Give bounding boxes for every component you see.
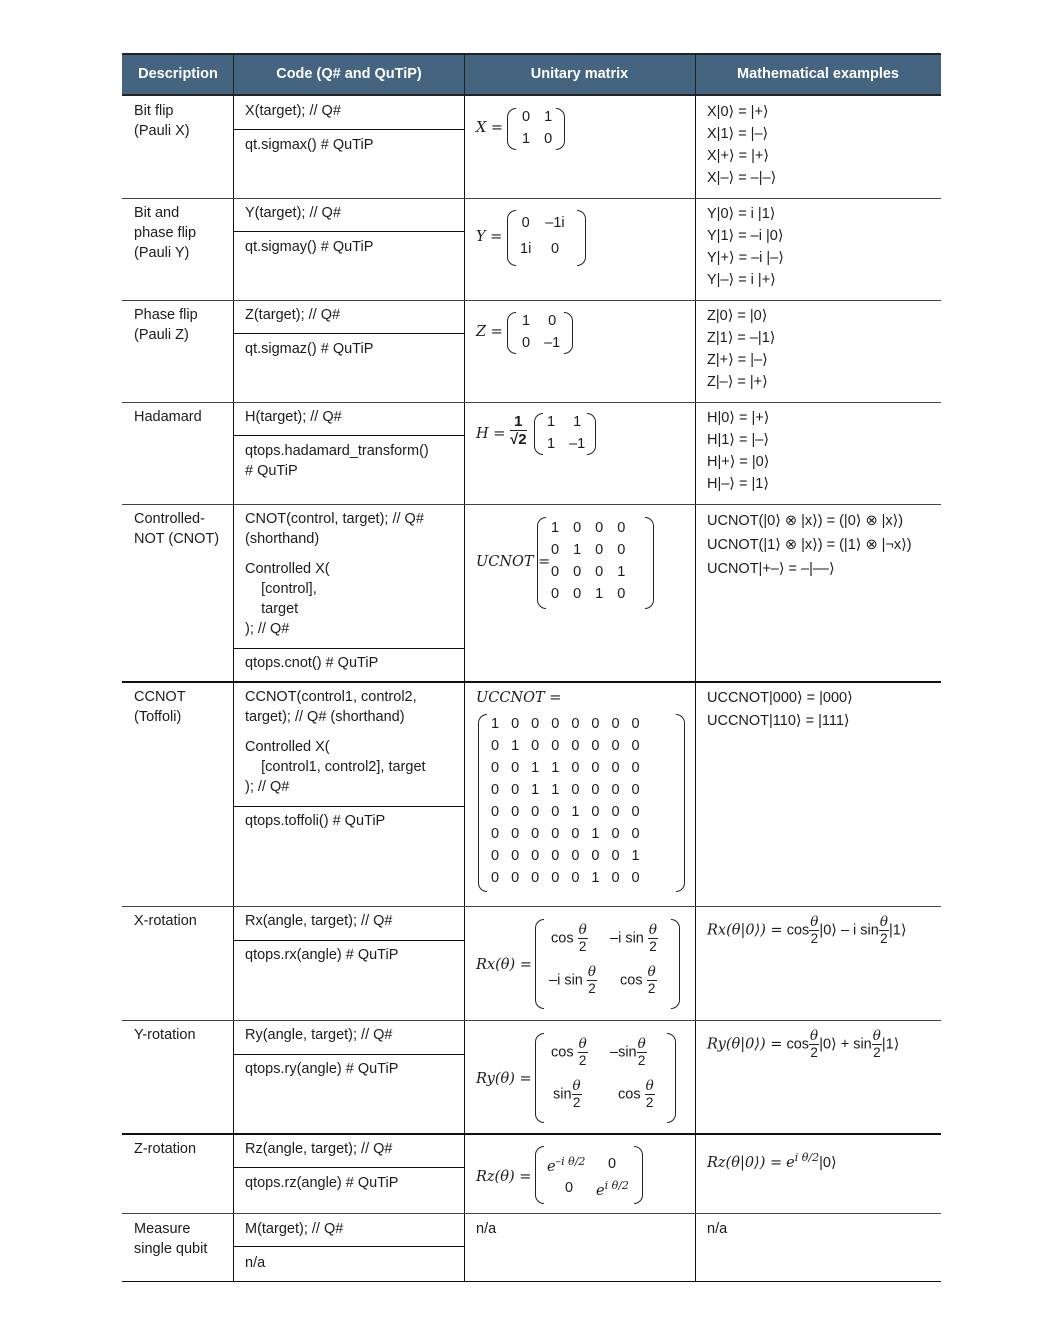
matrix-cell: 0	[521, 215, 530, 231]
rx-cell-00	[551, 923, 588, 954]
row-h-matrix-label: H =	[476, 426, 506, 442]
rz-example-end: |0⟩	[819, 1154, 837, 1171]
matrix-cell: 1	[617, 564, 626, 580]
row-ry-code-qsharp: Ry(angle, target); // Q#	[245, 1027, 393, 1043]
matrix-cell: 0	[551, 586, 560, 602]
matrix-cell: 1	[511, 738, 520, 754]
minus-i-sin-text: –i sin	[549, 972, 583, 989]
row-ccnot-matrix	[485, 713, 646, 889]
row-divider	[122, 1133, 941, 1135]
row-measure-matrix: n/a	[476, 1221, 497, 1237]
row-ccnot-desc: CCNOT	[134, 689, 186, 705]
row-y-example: Y|+⟩ = –i |–⟩	[707, 250, 784, 266]
cos-text: cos	[620, 972, 643, 989]
row-h-example: H|+⟩ = |0⟩	[707, 454, 770, 470]
matrix-cell: 0	[551, 870, 560, 886]
matrix-cell: 0	[573, 564, 582, 580]
column-divider	[233, 53, 234, 96]
header-math: Mathematical examples	[737, 66, 899, 82]
gate-table	[122, 53, 941, 1282]
row-divider	[122, 198, 941, 199]
row-ry-code-qutip: qtops.ry(angle) # QuTiP	[245, 1061, 399, 1077]
two: 2	[637, 1053, 646, 1068]
matrix-cell: 0	[522, 109, 531, 125]
matrix-cell: 0	[531, 848, 540, 864]
row-ry-example	[707, 1029, 899, 1060]
matrix-cell: 0	[491, 804, 500, 820]
matrix-cell: 0	[611, 716, 620, 732]
rx-cell-11	[620, 965, 657, 996]
matrix-cell: 0	[617, 586, 626, 602]
two: 2	[645, 1095, 654, 1110]
code-divider	[234, 806, 464, 807]
row-z-matrix-label: Z =	[476, 324, 503, 340]
row-y-desc: phase flip	[134, 225, 197, 241]
row-h-example: H|0⟩ = |+⟩	[707, 410, 770, 426]
ry-cell-11	[618, 1079, 655, 1110]
row-measure-example: n/a	[707, 1221, 728, 1237]
matrix-cell: 0	[611, 870, 620, 886]
matrix-cell: 0	[531, 870, 540, 886]
row-measure-desc: single qubit	[134, 1241, 208, 1257]
row-ccnot-code-qsharp: [control1, control2], target	[245, 759, 426, 775]
matrix-cell: 0	[631, 804, 640, 820]
row-cnot-example: UCNOT|+–⟩ = –|––⟩	[707, 561, 835, 577]
matrix-bracket	[577, 210, 586, 266]
matrix-cell: 1	[573, 414, 582, 430]
row-ccnot-code-qutip: qtops.toffoli() # QuTiP	[245, 813, 386, 829]
matrix-cell: 0	[491, 760, 500, 776]
ry-cell-10	[553, 1079, 582, 1110]
row-cnot-code-qsharp: target	[245, 601, 299, 617]
cos-text: cos	[786, 922, 810, 939]
row-z-desc: Phase flip	[134, 307, 198, 323]
row-divider	[122, 300, 941, 301]
row-y-code-qutip: qt.sigmay() # QuTiP	[245, 239, 374, 255]
matrix-cell: 0	[491, 782, 500, 798]
matrix-cell: 0	[511, 870, 520, 886]
matrix-cell: 1	[544, 109, 553, 125]
two: 2	[649, 939, 657, 954]
ry-cell-00	[551, 1037, 588, 1068]
matrix-cell: 0	[571, 870, 580, 886]
matrix-cell: 0	[617, 542, 626, 558]
row-cnot-code-qsharp: (shorthand)	[245, 531, 320, 547]
rx-cell-10	[549, 965, 597, 996]
matrix-cell: 0	[531, 826, 540, 842]
sin-text: sin	[853, 1036, 872, 1053]
code-divider	[234, 129, 464, 130]
two: 2	[588, 981, 596, 996]
two: 2	[578, 939, 587, 954]
matrix-cell: 0	[491, 738, 500, 754]
two: 2	[578, 1053, 587, 1068]
matrix-cell: 0	[491, 870, 500, 886]
row-cnot-code-qsharp: CNOT(control, target); // Q#	[245, 511, 424, 527]
matrix-cell: 0	[573, 586, 582, 602]
matrix-cell: 0	[631, 738, 640, 754]
matrix-cell: 1	[551, 782, 560, 798]
theta: θ	[645, 1078, 654, 1094]
matrix-cell: 1	[547, 436, 556, 452]
row-x-matrix	[515, 106, 559, 150]
matrix-cell: 0	[631, 870, 640, 886]
row-z-example: Z|–⟩ = |+⟩	[707, 374, 768, 390]
row-y-desc: Bit and	[134, 205, 180, 221]
two: 2	[810, 931, 819, 946]
row-cnot-desc: NOT (CNOT)	[134, 531, 220, 547]
row-ccnot-code-qsharp: CCNOT(control1, control2,	[245, 689, 417, 705]
header-code: Code (Q# and QuTiP)	[276, 66, 422, 82]
matrix-cell: 1	[531, 782, 540, 798]
theta: θ	[872, 1028, 881, 1044]
row-ry-matrix-label: Ry(θ) =	[476, 1071, 532, 1087]
matrix-cell: 0	[491, 826, 500, 842]
matrix-cell: 0	[591, 804, 600, 820]
row-cnot-example: UCNOT(|1⟩ ⊗ |x⟩) = (|1⟩ ⊗ |¬x⟩)	[707, 537, 912, 553]
code-divider	[234, 435, 464, 436]
minus-sin-text: –sin	[610, 1044, 637, 1061]
row-rx-desc: X-rotation	[134, 913, 197, 929]
column-divider	[464, 53, 465, 96]
two: 2	[873, 1045, 881, 1060]
row-divider	[122, 504, 941, 505]
matrix-cell: 0	[571, 716, 580, 732]
rx-example-end: |1⟩	[888, 922, 907, 939]
row-h-code-qsharp: H(target); // Q#	[245, 409, 342, 425]
column-divider	[695, 96, 696, 1282]
column-divider	[233, 96, 234, 1282]
matrix-cell: 1	[571, 804, 580, 820]
matrix-cell: –1	[544, 335, 561, 351]
matrix-cell: 0	[591, 716, 600, 732]
matrix-bracket	[671, 919, 680, 1009]
code-divider	[234, 648, 464, 649]
row-ccnot-example: UCCNOT|000⟩ = |000⟩	[707, 690, 853, 706]
row-z-example: Z|+⟩ = |–⟩	[707, 352, 768, 368]
row-y-example: Y|–⟩ = i |+⟩	[707, 272, 776, 288]
matrix-cell: 0	[595, 520, 604, 536]
matrix-cell: 0	[571, 782, 580, 798]
row-measure-desc: Measure	[134, 1221, 191, 1237]
row-rz-example	[707, 1147, 837, 1174]
matrix-cell: 0	[531, 804, 540, 820]
cos-text: cos	[786, 1036, 810, 1053]
two: 2	[810, 1045, 818, 1060]
matrix-cell: 1	[551, 520, 560, 536]
matrix-cell: 0	[551, 716, 560, 732]
matrix-cell: 0	[531, 738, 540, 754]
matrix-cell: 1	[573, 542, 582, 558]
e-symbol: e	[596, 1182, 605, 1199]
theta: θ	[647, 964, 656, 980]
matrix-cell: 0	[551, 804, 560, 820]
theta: θ	[648, 922, 658, 938]
matrix-cell: 0	[617, 520, 626, 536]
sin-text: sin	[860, 922, 879, 939]
row-x-example: X|+⟩ = |+⟩	[707, 148, 769, 164]
row-y-example: Y|1⟩ = –i |0⟩	[707, 228, 784, 244]
row-rz-code-qsharp: Rz(angle, target); // Q#	[245, 1141, 393, 1157]
row-cnot-example: UCNOT(|0⟩ ⊗ |x⟩) = (|0⟩ ⊗ |x⟩)	[707, 513, 904, 529]
row-cnot-desc: Controlled-	[134, 511, 205, 527]
matrix-cell: 0	[511, 848, 520, 864]
matrix-cell: 1	[547, 414, 556, 430]
row-cnot-code-qsharp: [control],	[245, 581, 317, 597]
code-divider	[234, 231, 464, 232]
row-cnot-matrix-label: UCNOT =	[476, 554, 551, 570]
matrix-bracket	[564, 312, 573, 354]
matrix-bracket	[535, 919, 544, 1009]
row-ccnot-code-qsharp: target); // Q# (shorthand)	[245, 709, 405, 725]
matrix-cell: 0	[551, 848, 560, 864]
row-ccnot-code-qsharp: ); // Q#	[245, 779, 290, 795]
row-divider	[122, 681, 941, 683]
rx-example-mid: |0⟩ – i	[819, 922, 857, 939]
ry-cell-01	[610, 1037, 647, 1068]
ry-example-mid: |0⟩ +	[819, 1036, 850, 1053]
row-ccnot-desc: (Toffoli)	[134, 709, 182, 725]
matrix-cell: 0	[631, 716, 640, 732]
matrix-cell: 0	[595, 564, 604, 580]
row-h-code-qutip: # QuTiP	[245, 463, 298, 479]
row-divider	[122, 906, 941, 907]
row-x-example: X|–⟩ = –|–⟩	[707, 170, 777, 186]
row-z-matrix	[515, 310, 567, 354]
matrix-cell: 1	[591, 870, 600, 886]
row-h-fraction	[510, 413, 527, 448]
row-rz-matrix-label: Rz(θ) =	[476, 1169, 532, 1185]
matrix-cell: 1	[522, 313, 531, 329]
e-symbol: e	[547, 1158, 556, 1175]
matrix-cell: 0	[571, 848, 580, 864]
matrix-cell: 0	[611, 826, 620, 842]
two: 2	[572, 1095, 581, 1110]
column-divider	[464, 96, 465, 1282]
row-ry-desc: Y-rotation	[134, 1027, 196, 1043]
row-rx-code-qutip: qtops.rx(angle) # QuTiP	[245, 947, 399, 963]
matrix-cell: 0	[571, 760, 580, 776]
matrix-cell: 0	[551, 542, 560, 558]
rz-cell-00	[547, 1151, 585, 1178]
rz-cell-10: 0	[565, 1180, 574, 1196]
row-rz-desc: Z-rotation	[134, 1141, 197, 1157]
theta: θ	[587, 964, 597, 980]
table-bottom-border	[122, 1281, 941, 1282]
matrix-cell: 0	[595, 542, 604, 558]
row-cnot-code-qutip: qtops.cnot() # QuTiP	[245, 655, 379, 671]
matrix-cell: 0	[591, 738, 600, 754]
matrix-cell: 0	[631, 782, 640, 798]
matrix-bracket	[535, 1146, 544, 1204]
theta: θ	[810, 914, 819, 930]
row-ccnot-example: UCCNOT|110⟩ = |111⟩	[707, 713, 850, 729]
fraction-denominator: √2	[510, 431, 527, 448]
matrix-cell: 0	[531, 716, 540, 732]
row-x-example: X|1⟩ = |–⟩	[707, 126, 769, 142]
row-measure-code-qsharp: M(target); // Q#	[245, 1221, 344, 1237]
theta: θ	[572, 1078, 581, 1094]
matrix-cell: 1	[595, 586, 604, 602]
row-h-matrix	[540, 411, 592, 455]
rx-cell-01	[610, 923, 658, 954]
row-z-code-qutip: qt.sigmaz() # QuTiP	[245, 341, 374, 357]
row-y-desc: (Pauli Y)	[134, 245, 190, 261]
matrix-cell: 0	[591, 848, 600, 864]
row-y-matrix	[513, 210, 572, 262]
row-cnot-code-qsharp: ); // Q#	[245, 621, 290, 637]
matrix-cell: 1	[522, 131, 531, 147]
matrix-cell: 0	[611, 738, 620, 754]
matrix-bracket	[645, 517, 654, 609]
row-divider	[122, 1020, 941, 1021]
row-rz-code-qutip: qtops.rz(angle) # QuTiP	[245, 1175, 399, 1191]
matrix-cell: 0	[511, 716, 520, 732]
ry-example-prefix: Ry(θ|0⟩) =	[707, 1036, 783, 1053]
matrix-cell: 1	[551, 760, 560, 776]
row-x-code-qutip: qt.sigmax() # QuTiP	[245, 137, 374, 153]
matrix-bracket	[535, 1033, 544, 1123]
column-divider	[695, 53, 696, 96]
theta: θ	[810, 1028, 819, 1044]
rz-cell-11	[596, 1175, 629, 1202]
matrix-bracket	[556, 108, 565, 150]
row-x-desc: (Pauli X)	[134, 123, 190, 139]
cos-text: cos	[618, 1086, 641, 1103]
matrix-bracket	[634, 1146, 643, 1204]
minus-i-sin-text: –i sin	[610, 930, 644, 947]
matrix-cell: 1	[591, 826, 600, 842]
matrix-cell: 0	[551, 826, 560, 842]
pos-exponent: i θ/2	[604, 1179, 629, 1192]
matrix-cell: 0	[522, 335, 531, 351]
matrix-cell: 0	[611, 760, 620, 776]
matrix-cell: 0	[571, 738, 580, 754]
row-x-code-qsharp: X(target); // Q#	[245, 103, 341, 119]
neg-exponent: –i θ/2	[555, 1155, 586, 1168]
code-divider	[234, 1054, 464, 1055]
matrix-cell: 0	[511, 782, 520, 798]
theta: θ	[879, 914, 888, 930]
matrix-cell: 0	[544, 131, 553, 147]
row-rx-example	[707, 915, 906, 946]
row-x-matrix-label: X =	[476, 120, 504, 136]
row-cnot-code-qsharp: Controlled X(	[245, 561, 330, 577]
matrix-bracket	[587, 413, 596, 455]
theta: θ	[578, 922, 587, 938]
row-x-desc: Bit flip	[134, 103, 174, 119]
matrix-cell: –1	[569, 436, 586, 452]
rz-cell-01: 0	[608, 1156, 617, 1172]
row-z-code-qsharp: Z(target); // Q#	[245, 307, 341, 323]
ry-example-end: |1⟩	[881, 1036, 900, 1053]
cos-text: cos	[551, 1044, 574, 1061]
row-x-example: X|0⟩ = |+⟩	[707, 104, 769, 120]
code-divider	[234, 333, 464, 334]
fraction-numerator: 1	[510, 413, 527, 431]
row-divider	[122, 1213, 941, 1214]
row-z-example: Z|1⟩ = –|1⟩	[707, 330, 776, 346]
row-y-example: Y|0⟩ = i |1⟩	[707, 206, 776, 222]
matrix-cell: 0	[611, 804, 620, 820]
matrix-cell: 0	[591, 782, 600, 798]
row-cnot-matrix	[544, 517, 632, 605]
theta: θ	[578, 1036, 587, 1052]
matrix-cell: 0	[551, 738, 560, 754]
matrix-cell: 0	[631, 826, 640, 842]
matrix-cell: 0	[550, 241, 560, 257]
matrix-cell: 0	[591, 760, 600, 776]
rx-example-prefix: Rx(θ|0⟩) =	[707, 922, 783, 939]
row-rx-code-qsharp: Rx(angle, target); // Q#	[245, 913, 393, 929]
pos-exponent: i θ/2	[794, 1151, 820, 1164]
row-z-example: Z|0⟩ = |0⟩	[707, 308, 768, 324]
matrix-bracket	[676, 714, 685, 892]
header-description: Description	[138, 66, 218, 82]
code-divider	[234, 1246, 464, 1247]
matrix-cell: 1	[631, 848, 640, 864]
code-divider	[234, 940, 464, 941]
matrix-cell: –1i	[545, 215, 565, 231]
matrix-cell: 0	[631, 760, 640, 776]
row-measure-code-other: n/a	[245, 1255, 266, 1271]
matrix-bracket	[667, 1033, 676, 1123]
matrix-cell: 0	[611, 848, 620, 864]
two: 2	[647, 981, 656, 996]
matrix-cell: 0	[511, 826, 520, 842]
rz-example-prefix: Rz(θ|0⟩) =	[707, 1154, 783, 1171]
header-unitary: Unitary matrix	[530, 66, 629, 82]
matrix-cell: 1	[531, 760, 540, 776]
matrix-cell: 0	[551, 564, 560, 580]
matrix-cell: 0	[511, 760, 520, 776]
matrix-cell: 0	[491, 848, 500, 864]
theta: θ	[637, 1036, 646, 1052]
matrix-cell: 0	[571, 826, 580, 842]
cos-text: cos	[551, 930, 574, 947]
row-h-code-qutip: qtops.hadamard_transform()	[245, 443, 429, 459]
matrix-cell: 0	[511, 804, 520, 820]
row-z-desc: (Pauli Z)	[134, 327, 189, 343]
code-divider	[234, 1167, 464, 1168]
row-y-code-qsharp: Y(target); // Q#	[245, 205, 341, 221]
sin-text: sin	[553, 1086, 572, 1103]
row-ccnot-code-qsharp: Controlled X(	[245, 739, 330, 755]
matrix-cell: 0	[548, 313, 557, 329]
row-rx-matrix-label: Rx(θ) =	[476, 957, 532, 973]
table-header	[122, 53, 941, 96]
two: 2	[880, 931, 888, 946]
row-h-example: H|–⟩ = |1⟩	[707, 476, 769, 492]
row-h-example: H|1⟩ = |–⟩	[707, 432, 769, 448]
matrix-cell: 0	[573, 520, 582, 536]
row-h-desc: Hadamard	[134, 409, 202, 425]
row-y-matrix-label: Y =	[476, 229, 503, 245]
matrix-cell: 1i	[520, 241, 532, 257]
row-ccnot-matrix-label: UCCNOT =	[476, 690, 562, 706]
matrix-cell: 1	[491, 716, 500, 732]
matrix-cell: 0	[611, 782, 620, 798]
row-divider	[122, 402, 941, 403]
e-symbol: e	[786, 1154, 795, 1171]
